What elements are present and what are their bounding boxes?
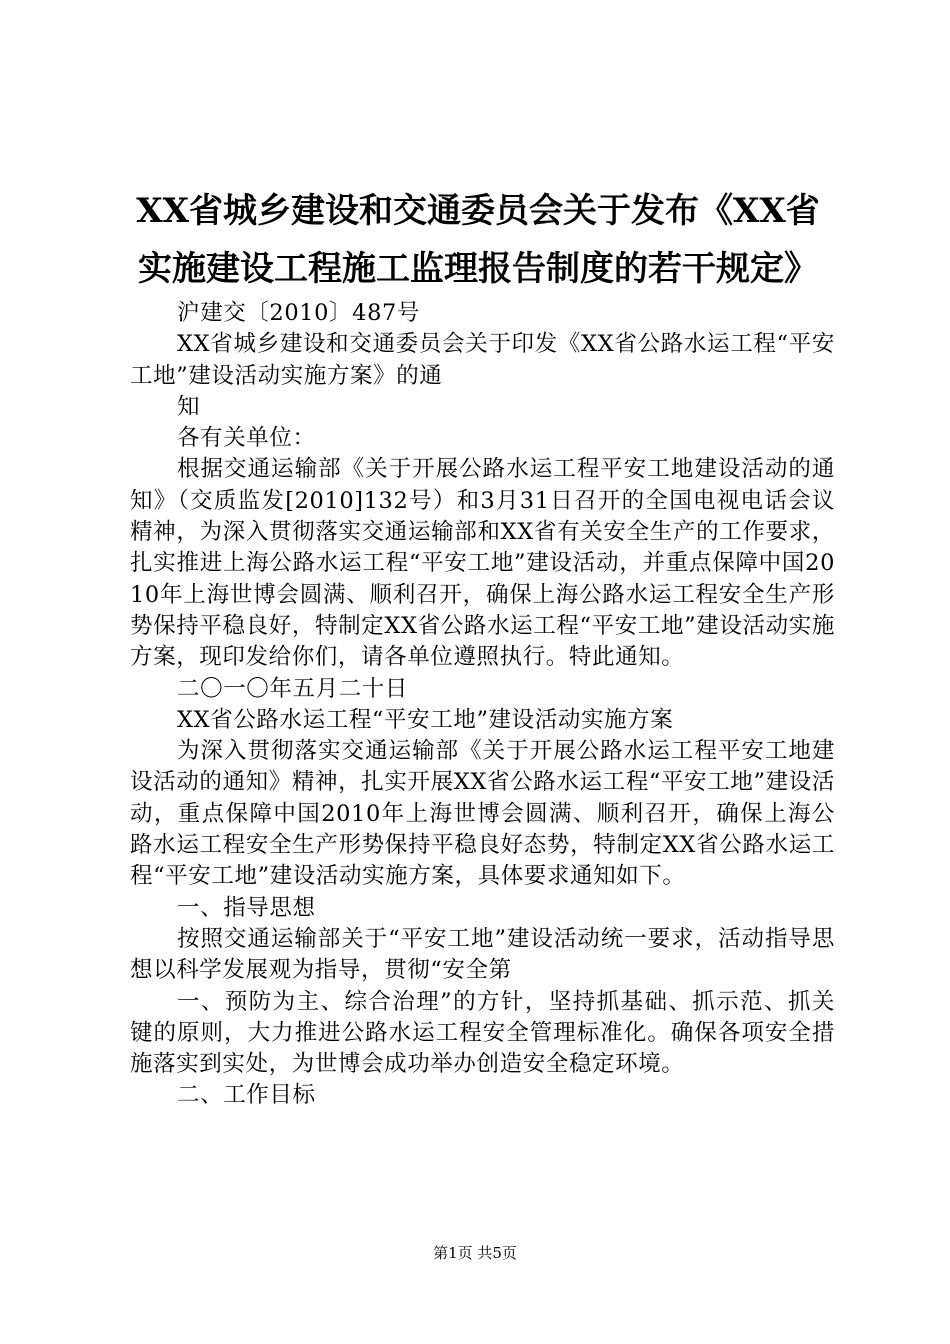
plan-intro-paragraph: 为深入贯彻落实交通运输部《关于开展公路水运工程平安工地建设活动的通知》精神，扎实开展XX省公路水运工程“平安工地”建设活动，重点保障中国2010年上海世博会圆满、顺利召开，确保上海公路水运工程安全生产形势保持平稳良好态势，特制定XX省公路水运工程“平安工地”建设活动实施方案，具体要求通知如下。	[130, 738, 835, 890]
section-heading-guiding-ideology: 一、指导思想	[177, 894, 316, 921]
page-number-footer: 第1页 共5页	[433, 1244, 517, 1262]
salutation: 各有关单位：	[177, 425, 316, 452]
document-body	[130, 298, 835, 1112]
section-heading-work-goals: 二、工作目标	[177, 1082, 316, 1109]
guiding-ideology-paragraph-continued: 一、预防为主、综合治理”的方针，坚持抓基础、抓示范、抓关键的原则，大力推进公路水运工程安全管理标准化。确保各项安全措施落实到实处，为世博会成功举办创造安全稳定环境。	[130, 988, 835, 1078]
guiding-ideology-paragraph: 按照交通运输部关于“平安工地”建设活动统一要求，活动指导思想以科学发展观为指导，贯彻“安全第	[130, 925, 835, 984]
document-title: XX省城乡建设和交通委员会关于发布《XX省实施建设工程施工监理报告制度的若干规定》	[136, 191, 820, 289]
notice-heading: XX省城乡建设和交通委员会关于印发《XX省公路水运工程“平安工地”建设活动实施方案》的通	[130, 331, 835, 389]
notice-heading-continued: 知	[177, 393, 201, 420]
notice-date: 二〇一〇年五月二十日	[177, 675, 409, 702]
plan-title: XX省公路水运工程“平安工地”建设活动实施方案	[177, 706, 674, 733]
notice-paragraph: 根据交通运输部《关于开展公路水运工程平安工地建设活动的通知》（交质监发[2010]132号）和3月31日召开的全国电视电话会议精神，为深入贯彻落实交通运输部和XX省有关安全生产的工作要求，扎实推进上海公路水运工程“平安工地”建设活动，并重点保障中国2010年上海世博会圆满、顺利召开，确保上海公路水运工程安全生产形势保持平稳良好，特制定XX省公路水运工程“平安工地”建设活动实施方案，现印发给你们，请各单位遵照执行。特此通知。	[130, 456, 835, 671]
document-number: 沪建交〔2010〕487号	[177, 300, 421, 326]
